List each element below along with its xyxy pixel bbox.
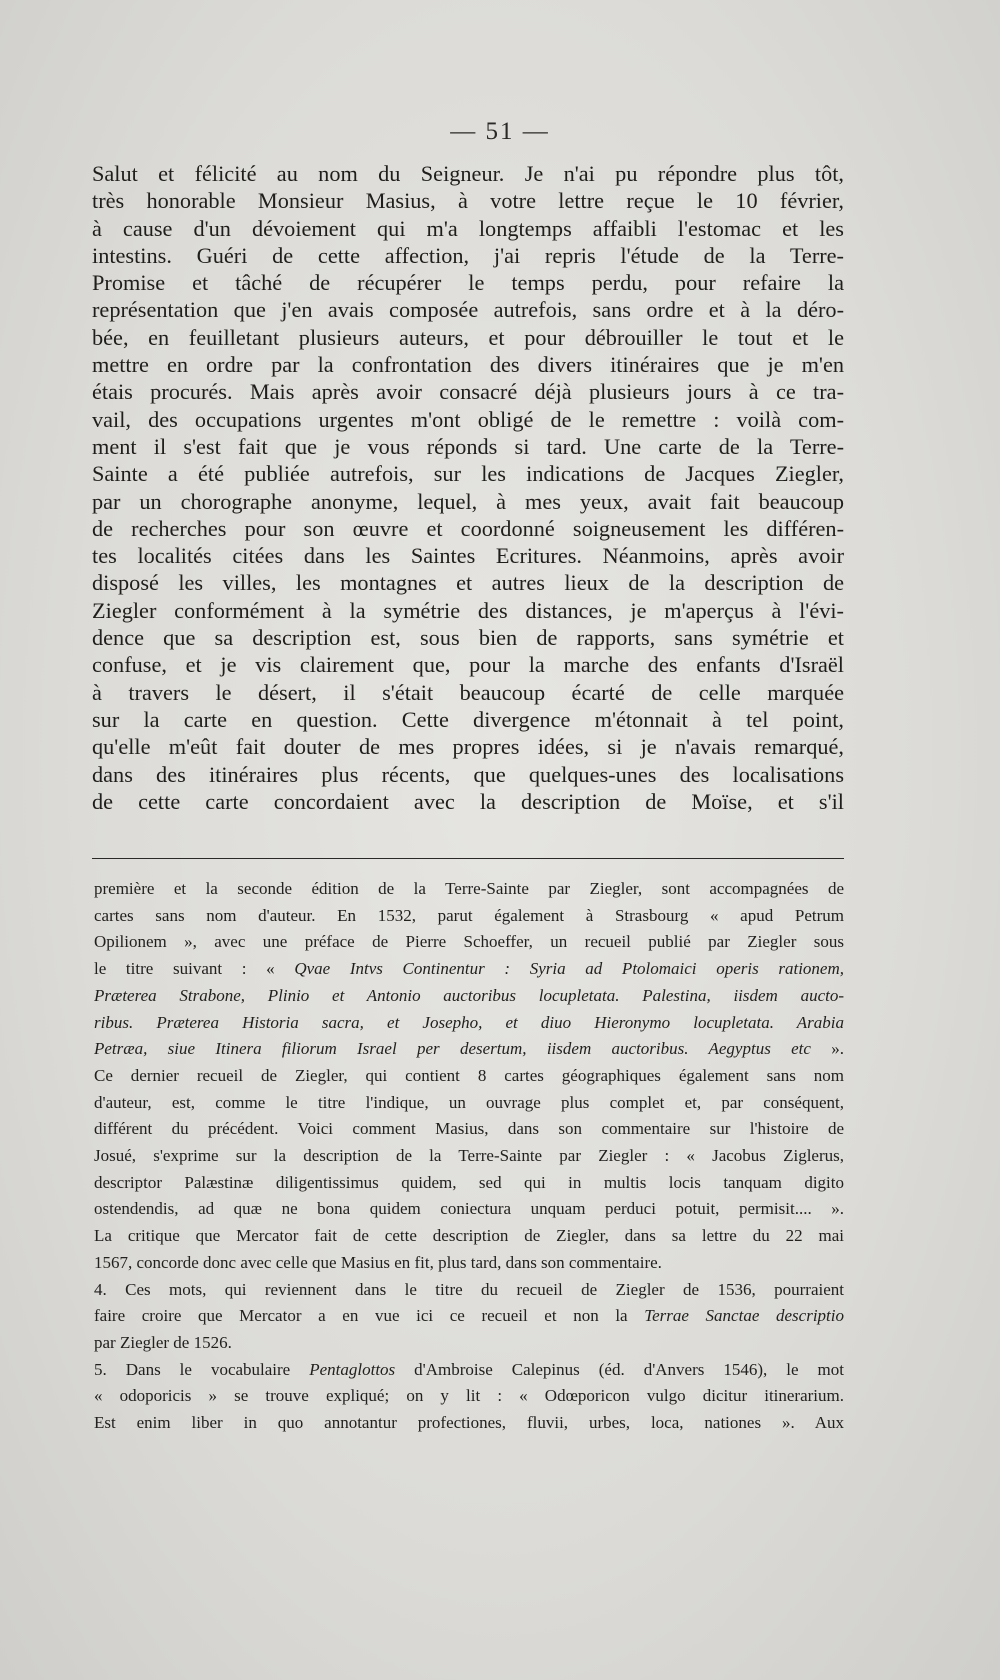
- footnote-line: [94, 956, 844, 983]
- body-line: sur la carte en question. Cette divergence m'étonnait à tel point,: [92, 706, 844, 732]
- footnote-line: d'auteur, est, comme le titre l'indique, un ouvrage plus complet et, par conséquent,: [94, 1092, 844, 1112]
- body-line: qu'elle m'eût fait douter de mes propres idées, si je n'avais remarqué,: [92, 734, 844, 760]
- body-line: Ziegler conformément à la symétrie des distances, je m'aperçus à l'évi-: [92, 597, 844, 623]
- body-line: mettre en ordre par la confrontation des divers itinéraires que je m'en: [92, 352, 844, 378]
- footnote-line: descriptor Palæstinæ diligentissimus quidem, sed qui in multis locis tanquam digito: [94, 1172, 844, 1192]
- footnote-line: différent du précédent. Voici comment Masius, dans son commentaire sur l'histoire de: [94, 1119, 844, 1139]
- footnote-line: La critique que Mercator fait de cette description de Ziegler, dans sa lettre du 22 mai: [94, 1226, 844, 1246]
- body-line: étais procurés. Mais après avoir consacré déjà plusieurs jours à ce tra-: [92, 379, 844, 405]
- footnote-line: ostendendis, ad quæ ne bona quidem coniectura unquam perduci potuit, permisit.... ».: [94, 1199, 844, 1219]
- page-number: — 51 —: [450, 118, 550, 145]
- footnote-4-line: 4. Ces mots, qui reviennent dans le titre du recueil de Ziegler de 1536, pourraient: [94, 1279, 844, 1299]
- footnote-separator: [92, 858, 844, 859]
- body-line: disposé les villes, les montagnes et autres lieux de la description de: [92, 570, 844, 596]
- footnote-italic-title: Præterea Strabone, Plinio et Antonio auctoribus locupletata. Palestina, iisdem aucto-: [94, 985, 844, 1005]
- body-line: très honorable Monsieur Masius, à votre lettre reçue le 10 février,: [92, 188, 844, 214]
- body-line: vail, des occupations urgentes m'ont obligé de le remettre : voilà com-: [92, 406, 844, 432]
- footnote-text: d'Ambroise Calepinus (éd. d'Anvers 1546), le mot: [395, 1359, 844, 1379]
- body-line: par un chorographe anonyme, lequel, à mes yeux, avait fait beaucoup: [92, 488, 844, 514]
- footnote-italic-title: Petræa, siue Itinera filiorum Israel per desertum, iisdem auctoribus. Aegyptus etc: [94, 1039, 811, 1059]
- footnote-text: ».: [810, 1039, 844, 1059]
- body-line: tes localités citées dans les Saintes Ecritures. Néanmoins, après avoir: [92, 543, 844, 569]
- footnote-text: 5. Dans le vocabulaire: [94, 1359, 310, 1379]
- footnote-line: Ce dernier recueil de Ziegler, qui contient 8 cartes géographiques également sans nom: [94, 1065, 844, 1085]
- footnote-line: 1567, concorde donc avec celle que Masius en fit, plus tard, dans son commentaire.: [94, 1252, 662, 1272]
- body-line: bée, en feuilletant plusieurs auteurs, et pour débrouiller le tout et le: [92, 324, 844, 350]
- body-line: dence que sa description est, sous bien de rapports, sans symétrie et: [92, 625, 844, 651]
- body-line: intestins. Guéri de cette affection, j'ai repris l'étude de la Terre-: [92, 242, 844, 268]
- footnote-text: le titre suivant : «: [94, 959, 295, 979]
- footnote-italic-title: Terrae Sanctae descriptio: [644, 1306, 844, 1326]
- footnote-line: première et la seconde édition de la Terre-Sainte par Ziegler, sont accompagnées de: [94, 879, 844, 898]
- footnotes: [94, 876, 844, 1437]
- footnote-italic-title: ribus. Præterea Historia sacra, et Josepho, et diuo Hieronymo locupletata. Arabia: [94, 1012, 844, 1032]
- footnote-4-line: par Ziegler de 1526.: [94, 1332, 232, 1352]
- body-line: à cause d'un dévoiement qui m'a longtemps affaibli l'estomac et les: [92, 215, 844, 241]
- body-line: représentation que j'en avais composée autrefois, sans ordre et à la déro-: [92, 297, 844, 323]
- footnote-5-line: « odoporicis » se trouve expliqué; on y lit : « Odœporicon vulgo dicitur itinerarium.: [94, 1386, 844, 1406]
- footnote-line: Opilionem », avec une préface de Pierre Schoeffer, un recueil publié par Ziegler sous: [94, 932, 844, 952]
- footnote-line: [94, 983, 844, 1010]
- footnote-text: faire croire que Mercator a en vue ici ce recueil et non la: [94, 1306, 645, 1326]
- body-line: ment il s'est fait que je vous réponds si tard. Une carte de la Terre-: [92, 433, 844, 459]
- footnote-5-line: [94, 1357, 844, 1384]
- body-line: de cette carte concordaient avec la description de Moïse, et s'il: [92, 788, 844, 814]
- footnote-line: cartes sans nom d'auteur. En 1532, parut également à Strasbourg « apud Petrum: [94, 905, 844, 925]
- body-line: dans des itinéraires plus récents, que quelques-unes des localisations: [92, 761, 844, 787]
- footnote-5-line: Est enim liber in quo annotantur profectiones, fluvii, urbes, loca, nationes ». Aux: [94, 1413, 844, 1433]
- body-line: à travers le désert, il s'était beaucoup écarté de celle marquée: [92, 679, 844, 705]
- footnote-line: [94, 1010, 844, 1037]
- footnote-4-line: [94, 1303, 844, 1330]
- footnote-italic-title: Qvae Intvs Continentur : Syria ad Ptolomaici operis rationem,: [294, 959, 844, 979]
- footnote-italic-title: Pentaglottos: [309, 1359, 396, 1379]
- body-line: Salut et félicité au nom du Seigneur. Je n'ai pu répondre plus tôt,: [92, 161, 844, 186]
- footnote-line: Josué, s'exprime sur la description de la Terre-Sainte par Ziegler : « Jacobus Ziglerus,: [94, 1146, 844, 1166]
- body-line: Sainte a été publiée autrefois, sur les indications de Jacques Ziegler,: [92, 461, 844, 487]
- body-line: de recherches pour son œuvre et coordonné soigneusement les différen-: [92, 515, 844, 541]
- footnote-line: [94, 1036, 844, 1063]
- body-line: confuse, et je vis clairement que, pour la marche des enfants d'Israël: [92, 652, 844, 678]
- body-line: Promise et tâché de récupérer le temps perdu, pour refaire la: [92, 270, 844, 296]
- main-text: [92, 160, 844, 815]
